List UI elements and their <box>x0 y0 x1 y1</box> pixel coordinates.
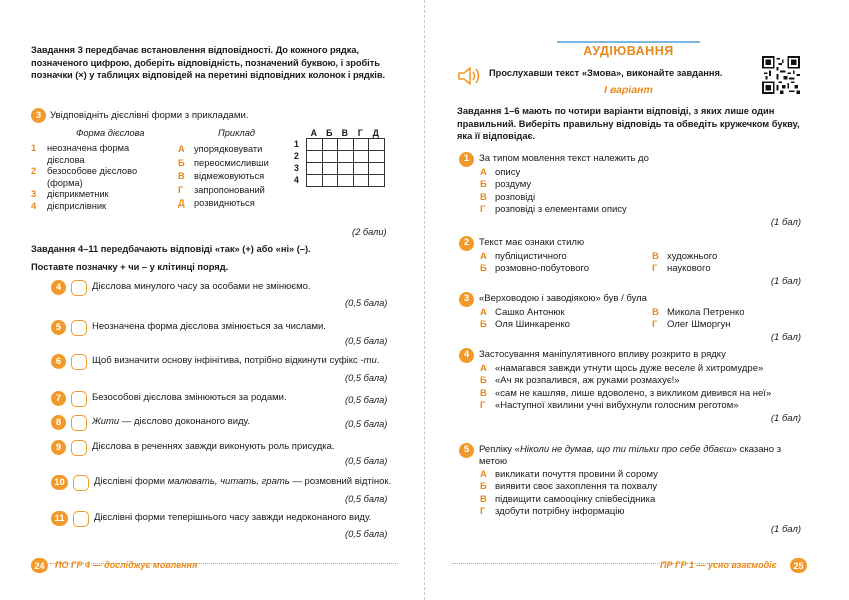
page-number: 25 <box>790 558 807 573</box>
grid-row-label: 2 <box>294 151 299 161</box>
question-1 <box>459 152 804 229</box>
form-item: 3 дієприкметник <box>31 189 109 199</box>
statement-score: (0,5 бала) <box>345 298 388 308</box>
answer-option[interactable]: В підвищити самооцінку співбесідника <box>480 493 656 505</box>
form-item: 2 безособове дієслово (форма) <box>31 166 138 188</box>
answer-box[interactable] <box>73 475 89 491</box>
task-number-badge: 5 <box>51 320 66 335</box>
statement-score: (0,5 бала) <box>345 419 388 429</box>
statement-7 <box>51 391 392 407</box>
statement-8 <box>51 415 392 431</box>
question-score: (1 бал) <box>770 412 801 424</box>
question-score: (1 бал) <box>770 216 801 228</box>
answer-cell[interactable] <box>353 163 369 175</box>
statement-score: (0,5 бала) <box>345 373 388 383</box>
grid-row-label: 1 <box>294 139 299 149</box>
answer-cell[interactable] <box>322 163 338 175</box>
answer-option[interactable]: А «намагався завжди утнути щось дуже веселе й хитромудре» <box>480 363 764 374</box>
answer-cell[interactable] <box>353 151 369 163</box>
answer-cell[interactable] <box>369 139 385 151</box>
statement-text: Безособові дієслова змінюються за родами. <box>92 392 287 403</box>
question-text: За типом мовлення текст належить до <box>479 153 649 164</box>
question-score: (1 бал) <box>770 275 801 287</box>
statement-text: Дієслівні форми теперішнього часу завжди недоконаного виду. <box>94 512 372 523</box>
page-number: 24 <box>31 558 48 573</box>
answer-box[interactable] <box>71 320 87 336</box>
question-score: (1 бал) <box>770 331 801 343</box>
answer-box[interactable] <box>71 440 87 456</box>
grid-col-label: А <box>310 128 317 138</box>
question-text: Застосування маніпулятивного впливу розкрито в рядку <box>479 349 726 360</box>
answer-cell[interactable] <box>369 175 385 187</box>
answer-option[interactable]: Б Оля Шинкаренко <box>480 319 570 331</box>
grid-col-label: Г <box>357 128 363 138</box>
answer-cell[interactable] <box>307 163 323 175</box>
answer-box[interactable] <box>71 280 87 296</box>
task3-title: Увідповідніть дієслівні форми з прикладами. <box>50 110 249 121</box>
grid-col-label: Д <box>372 128 379 138</box>
statement-text: Жити — дієслово доконаного виду. <box>92 416 250 427</box>
statement-5 <box>51 320 392 336</box>
forms-list <box>31 143 171 212</box>
answer-option[interactable]: А Сашко Антонюк <box>480 307 565 318</box>
question-5 <box>459 443 804 537</box>
example-item: В відмежовуються <box>178 171 265 182</box>
statement-text: Дієслова в реченнях завжди виконують роль присудка. <box>92 441 335 452</box>
task-number-badge: 11 <box>51 511 68 526</box>
task-number-badge: 4 <box>459 348 474 363</box>
column-header-example: Приклад <box>218 128 256 138</box>
question-score: (1 бал) <box>770 524 801 536</box>
statement-11 <box>51 511 394 527</box>
statement-10 <box>51 475 394 491</box>
answer-cell[interactable] <box>322 139 338 151</box>
answer-option[interactable]: Б роздуму <box>480 179 532 191</box>
answer-box[interactable] <box>71 391 87 407</box>
task-number-badge: 2 <box>459 236 474 251</box>
answer-cell[interactable] <box>353 175 369 187</box>
task3-heading <box>31 108 249 123</box>
grid-col-label: В <box>341 128 348 138</box>
task-number-badge: 1 <box>459 152 474 167</box>
answer-option[interactable]: В художнього <box>652 251 718 262</box>
answer-option[interactable]: А публіцистичного <box>480 251 567 262</box>
answer-table[interactable] <box>306 138 385 187</box>
statement-text: Щоб визначити основу інфінітива, потрібно відкинути суфікс -ти. <box>92 355 380 366</box>
tasks-1-6-intro: Завдання 1–6 мають по чотири варіанти відповіді, з яких лише один правильний. Виберіть правильну відповідь та обведіть кружечком букву, яка її відповідає. <box>457 106 800 141</box>
task-number-badge: 6 <box>51 354 66 369</box>
answer-box[interactable] <box>71 354 87 370</box>
question-text: Текст має ознаки стилю <box>479 237 585 248</box>
answer-option[interactable]: В «сам не кашляв, лише вдоволено, з викликом дивився на неї» <box>480 387 772 399</box>
question-text: Репліку «Ніколи не думав, що ти тільки про себе дбаєш» сказано з метою <box>479 444 782 468</box>
question-2 <box>459 236 804 288</box>
answer-option[interactable]: Б «Ач як розпалився, аж руками розмахує!» <box>480 375 680 387</box>
answer-option[interactable]: Г «Наступної хвилини учні вибухнули голосним реготом» <box>480 400 739 412</box>
page-gutter <box>424 0 425 600</box>
section-title: АУДІЮВАННЯ <box>583 44 674 58</box>
statement-score: (0,5 бала) <box>345 456 388 466</box>
example-item: А упорядковувати <box>178 144 263 154</box>
answer-cell[interactable] <box>338 163 354 175</box>
answer-option[interactable]: А викликати почуття провини й сорому <box>480 468 658 480</box>
statement-9 <box>51 440 392 456</box>
statement-6 <box>51 354 392 370</box>
answer-cell[interactable] <box>338 175 354 187</box>
form-item: 4 дієприслівник <box>31 200 107 211</box>
title-underline <box>557 41 700 43</box>
answer-cell[interactable] <box>369 151 385 163</box>
answer-option[interactable]: Г наукового <box>652 263 711 275</box>
answer-cell[interactable] <box>307 139 323 151</box>
example-item: Б переосмисливши <box>178 157 269 168</box>
task-number-badge: 9 <box>51 440 66 455</box>
statement-score: (0,5 бала) <box>345 494 388 504</box>
example-item: Д розвиднються <box>178 198 255 209</box>
answer-option[interactable]: Б виявити своє захоплення та похвалу <box>480 481 658 493</box>
variant-title: I варіант <box>604 84 653 96</box>
answer-option[interactable]: В розповіді <box>480 191 536 203</box>
statement-score: (0,5 бала) <box>345 395 388 405</box>
task-number-badge: 4 <box>51 280 66 295</box>
statement-text: Неозначена форма дієслова змінюється за числами. <box>92 321 326 332</box>
footer-label: ПР ГР 1 — усно взаємодіє <box>660 560 777 570</box>
tasks-4-11-intro: Завдання 4–11 передбачають відповіді «так» (+) або «ні» (–). <box>31 244 311 254</box>
answer-cell[interactable] <box>353 139 369 151</box>
question-4 <box>459 348 804 425</box>
answer-grid <box>294 128 385 187</box>
statement-score: (0,5 бала) <box>345 529 388 539</box>
task-number-badge: 8 <box>51 415 66 430</box>
grid-row-label: 4 <box>294 175 299 185</box>
answer-option[interactable]: Г Олег Шморгун <box>652 319 731 331</box>
task-number-badge: 7 <box>51 391 66 406</box>
task3-intro: Завдання 3 передбачає встановлення відповідності. До кожного рядка, позначеного цифрою, доберіть відповідність, позначений буквою, і зробіть позначки (×) у таблицях відповідей на перетині відповідних колонок і рядків. <box>31 45 386 81</box>
answer-cell[interactable] <box>307 175 323 187</box>
answer-option[interactable]: А опису <box>480 167 521 178</box>
listening-instruction: Прослухавши текст «Змова», виконайте завдання. <box>489 68 723 78</box>
footer-label: ПО ГР 4 — досліджує мовлення <box>55 560 198 570</box>
answer-cell[interactable] <box>369 163 385 175</box>
answer-option[interactable]: Г розповіді з елементами опису <box>480 204 627 216</box>
qr-code-icon[interactable] <box>762 56 800 94</box>
answer-box[interactable] <box>73 511 89 527</box>
task3-score: (2 бали) <box>352 227 387 237</box>
grid-col-label: Б <box>326 128 333 138</box>
answer-cell[interactable] <box>307 151 323 163</box>
answer-cell[interactable] <box>338 139 354 151</box>
answer-cell[interactable] <box>322 151 338 163</box>
answer-cell[interactable] <box>322 175 338 187</box>
task-number-badge: 3 <box>31 108 46 123</box>
form-item: 1 неозначена форма дієслова <box>31 143 130 165</box>
task-number-badge: 5 <box>459 443 474 458</box>
answer-option[interactable]: Б розмовно-побутового <box>480 263 590 275</box>
task-number-badge: 3 <box>459 292 474 307</box>
question-text: «Верховодою і заводіякою» був / була <box>479 293 647 304</box>
answer-cell[interactable] <box>338 151 354 163</box>
task-number-badge: 10 <box>51 475 68 490</box>
statement-text: Дієслова минулого часу за особами не змінюємо. <box>92 281 311 292</box>
tasks-4-11-instruction: Поставте позначку + чи – у клітинці поряд. <box>31 262 229 272</box>
answer-box[interactable] <box>71 415 87 431</box>
speaker-icon <box>457 66 483 86</box>
grid-row-label: 3 <box>294 163 299 173</box>
question-3 <box>459 292 804 344</box>
column-header-form: Форма дієслова <box>76 128 145 138</box>
statement-score: (0,5 бала) <box>345 336 388 346</box>
statement-4 <box>51 280 392 296</box>
statement-text: Дієслівні форми малювать, читать, грать — розмовний відтінок. <box>94 476 392 487</box>
examples-list <box>178 143 290 211</box>
answer-option[interactable]: Г здобути потрібну інформацію <box>480 506 625 518</box>
example-item: Г запропонований <box>178 184 265 195</box>
answer-option[interactable]: В Микола Петренко <box>652 307 745 318</box>
